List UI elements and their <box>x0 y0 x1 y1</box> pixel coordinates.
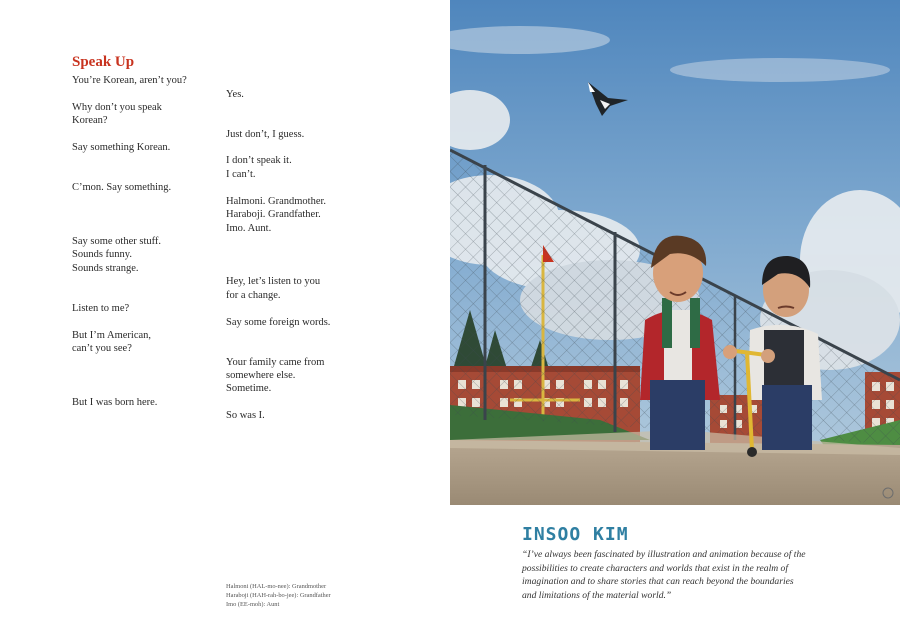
poem-line: I can’t. <box>226 169 256 180</box>
pronunciation-glossary <box>226 582 331 609</box>
artist-name: INSOO KIM <box>522 524 629 545</box>
poem-line: But I’m American, <box>72 330 152 341</box>
poem-line: Hey, let’s listen to you <box>226 276 321 287</box>
poem-line: So was I. <box>226 410 265 421</box>
poem-line: Yes. <box>226 89 244 100</box>
poem-title: Speak Up <box>72 54 135 70</box>
artist-quote <box>522 548 832 602</box>
poem-line: Say something Korean. <box>72 142 171 153</box>
poem-line: But I was born here. <box>72 397 158 408</box>
poem-line: You’re Korean, aren’t you? <box>72 75 187 86</box>
quote-line: imagination and to share stories that can reach beyond the boundaries <box>522 576 794 588</box>
poem-line: C’mon. Say something. <box>72 182 172 193</box>
poem-line: for a change. <box>226 290 281 301</box>
poem-line: Halmoni. Grandmother. <box>226 196 327 207</box>
poem-line: Just don’t, I guess. <box>226 129 305 140</box>
quote-line: and limitations of the material world.” <box>522 589 672 601</box>
poem-line: Say some foreign words. <box>226 317 331 328</box>
poem-line: Korean? <box>72 115 108 126</box>
poem-line: Haraboji. Grandfather. <box>226 209 321 220</box>
poem-line: I don’t speak it. <box>226 155 292 166</box>
poem-line: Sounds strange. <box>72 263 139 274</box>
glossary-entry: Halmoni (HAL-mo-nee): Grandmother <box>226 583 327 590</box>
poem-line: Your family came from <box>226 357 325 368</box>
glossary-entry: Haraboji (HAH-rah-bo-jee): Grandfather <box>226 592 331 599</box>
poem-line: Sometime. <box>226 383 272 394</box>
poem-line: somewhere else. <box>226 370 296 381</box>
poem-line: Say some other stuff. <box>72 236 162 247</box>
glossary-entry: Imo (EE-moh): Aunt <box>226 601 280 608</box>
poem-line: Imo. Aunt. <box>226 223 272 234</box>
illustration <box>450 0 900 505</box>
quote-line: possibilities to create characters and worlds that exist in the realm of <box>522 562 789 574</box>
poem-line: Listen to me? <box>72 303 130 314</box>
quote-line: “I’ve always been fascinated by illustration and animation because of the <box>522 549 806 560</box>
poem-line: can’t you see? <box>72 343 132 354</box>
poem-line: Sounds funny. <box>72 249 132 260</box>
poem-line: Why don’t you speak <box>72 102 162 113</box>
